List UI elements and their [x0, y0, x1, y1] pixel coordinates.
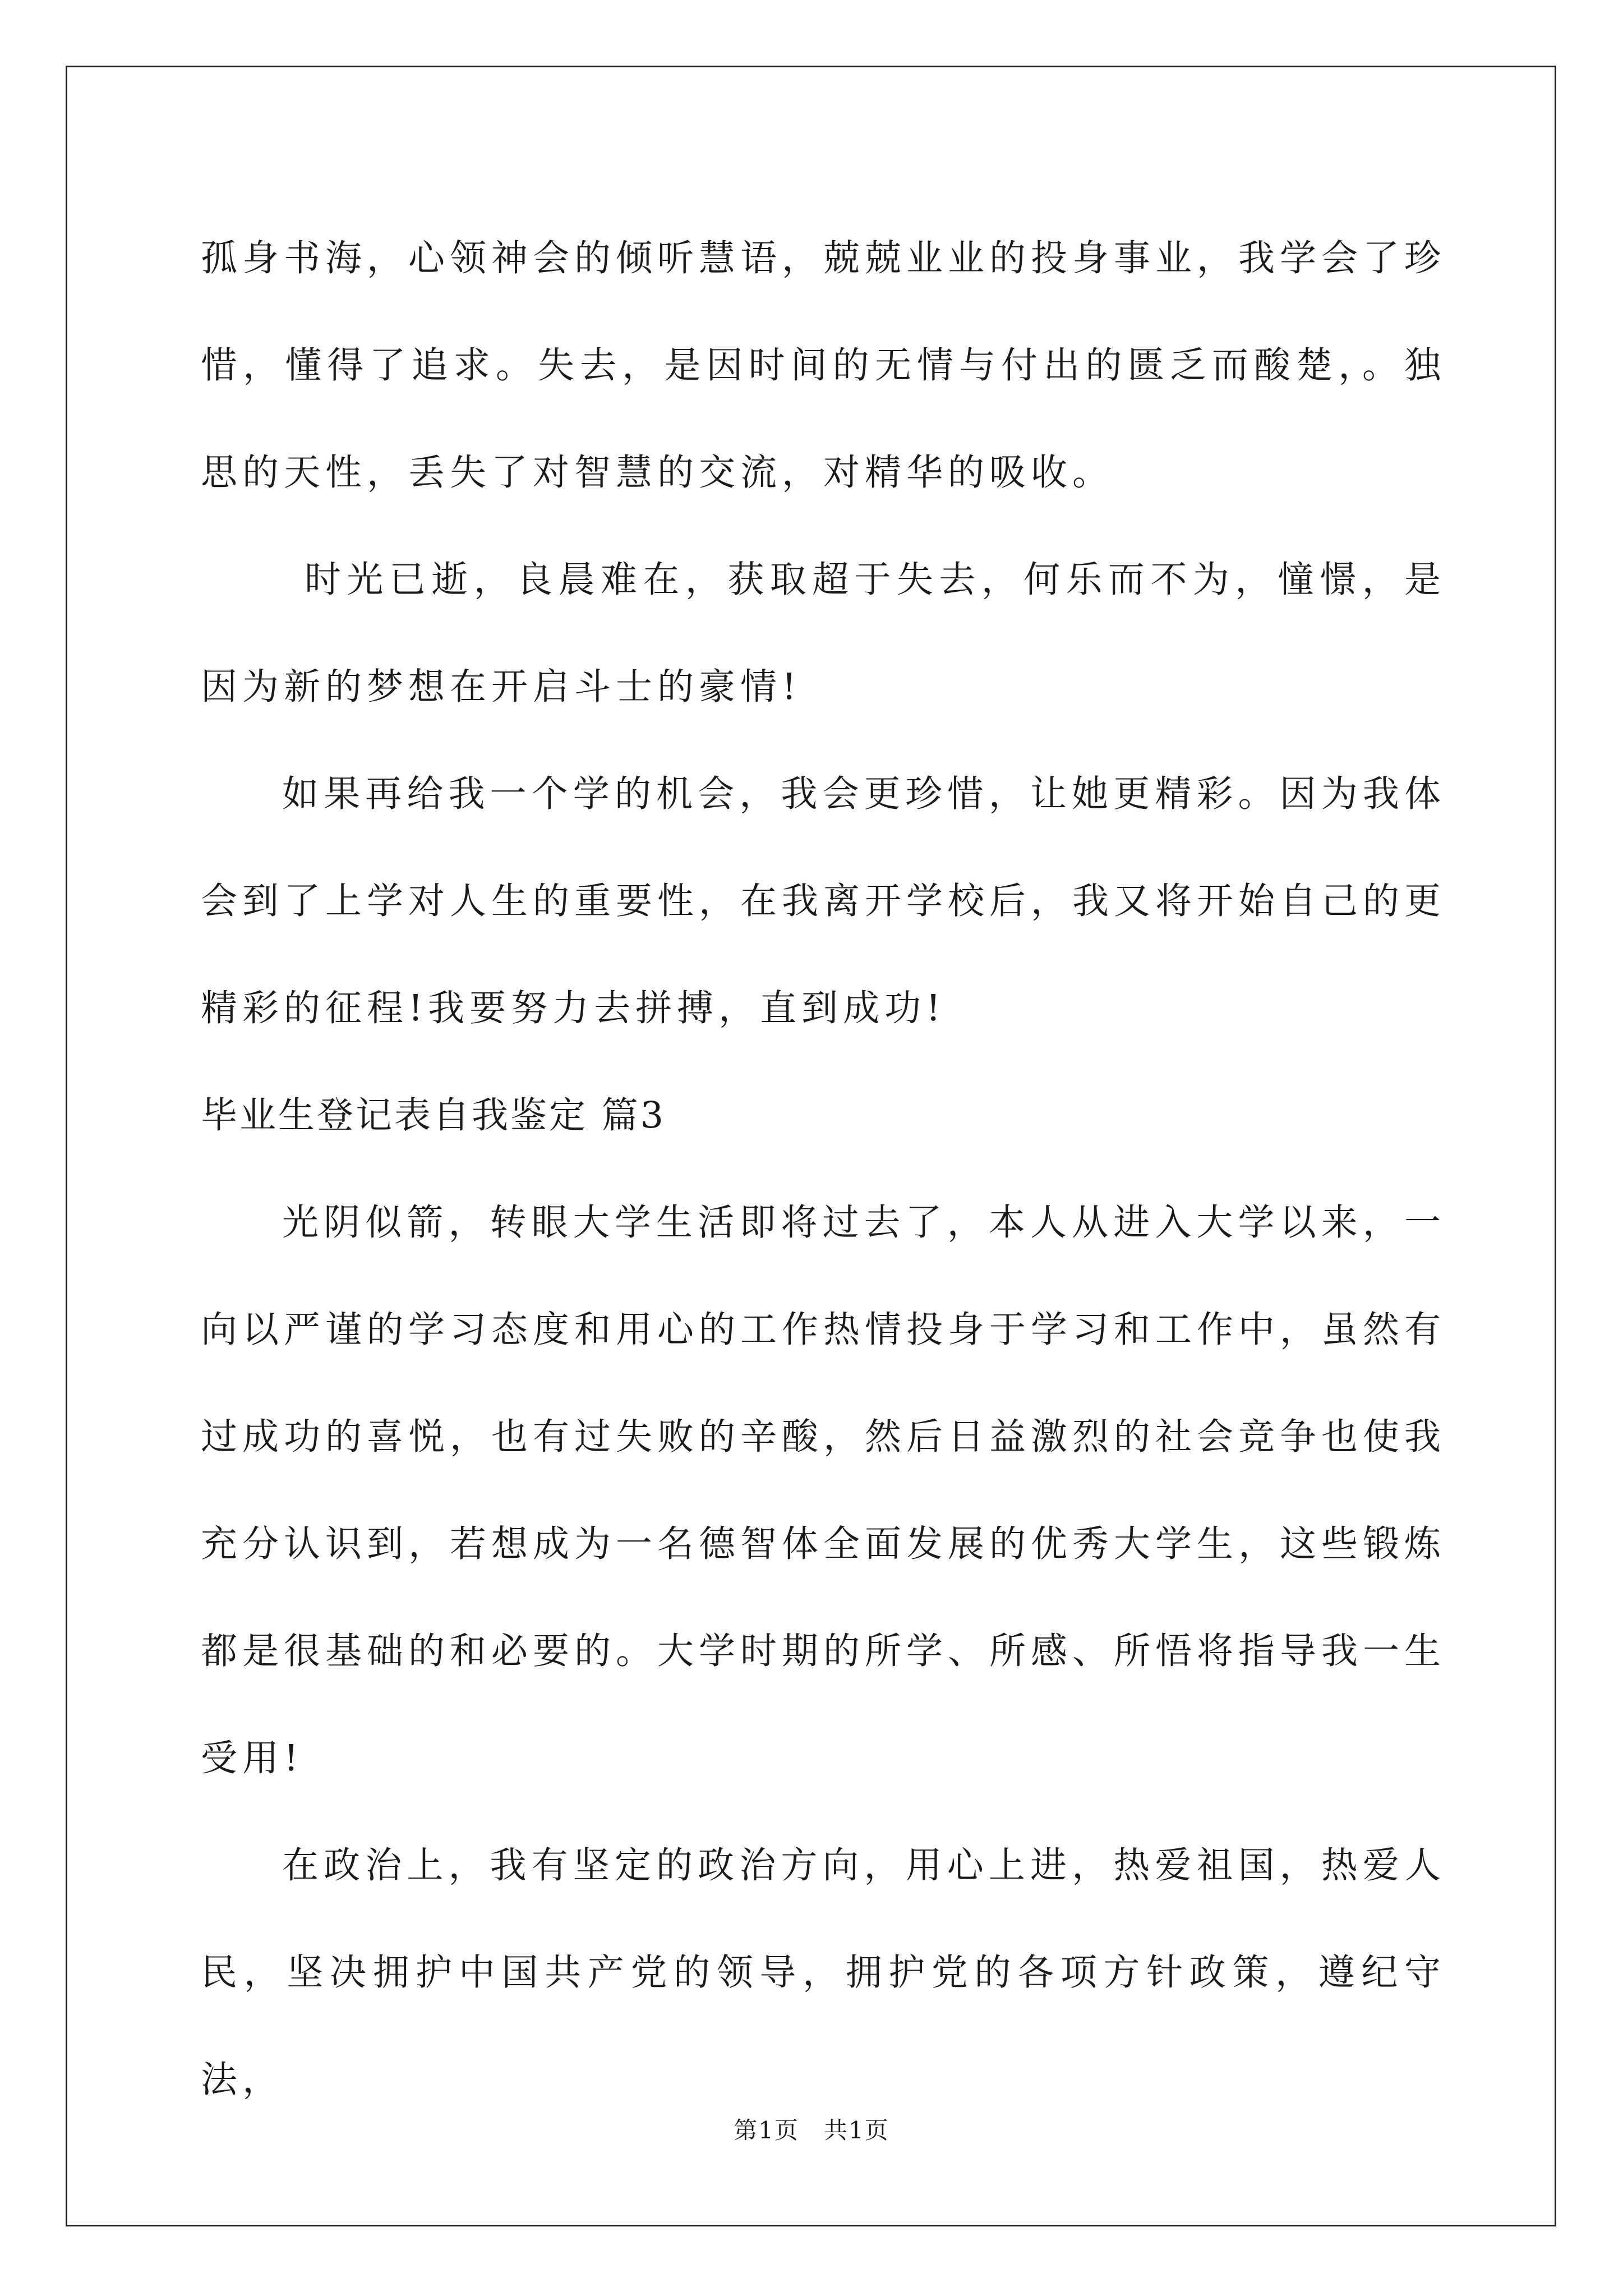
section-heading: 毕业生登记表自我鉴定 篇3 [201, 1094, 666, 1137]
paragraph-2: 时光已逝，良晨难在，获取超于失去，何乐而不为，憧憬，是因为新的梦想在开启斗士的豪情! [201, 559, 1446, 708]
paragraph-5: 在政治上，我有坚定的政治方向，用心上进，热爱祖国，热爱人民，坚决拥护中国共产党的领导，拥护党的各项方针政策，遵纪守法， [201, 1844, 1446, 2101]
paragraph-4: 光阴似箭，转眼大学生活即将过去了，本人从进入大学以来，一向以严谨的学习态度和用心的工作热情投身于学习和工作中，虽然有过成功的喜悦，也有过失败的辛酸，然后日益激烈的社会竞争也使我充分认识到，若想成为一名德智体全面发展的优秀大学生，这些锻炼都是很基础的和必要的。大学时期的所学、所感、所悟将指导我一生受用! [201, 1202, 1446, 1779]
paragraph-1: 孤身书海，心领神会的倾听慧语，兢兢业业的投身事业，我学会了珍惜，懂得了追求。失去，是因时间的无情与付出的匮乏而酸楚，。独思的天性，丢失了对智慧的交流，对精华的吸收。 [201, 237, 1446, 494]
paragraph-3: 如果再给我一个学的机会，我会更珍惜，让她更精彩。因为我体会到了上学对人生的重要性，在我离开学校后，我又将开始自己的更精彩的征程!我要努力去拼搏，直到成功! [201, 773, 1446, 1029]
document-body [201, 205, 1446, 2133]
page-number: 第1页 共1页 [734, 2116, 889, 2144]
